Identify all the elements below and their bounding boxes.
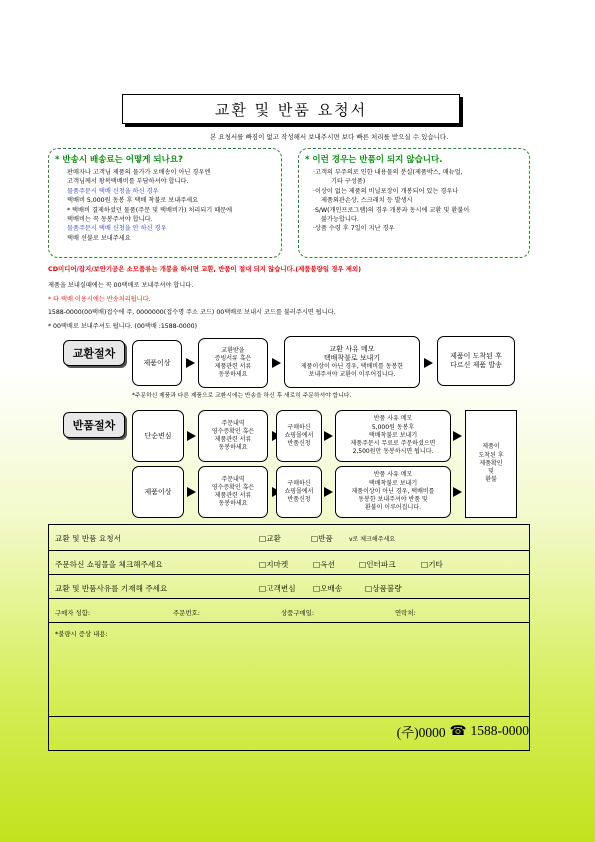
return-step-text: 영수증확인 혹은 xyxy=(211,483,255,491)
return-step-text: 제품확인 xyxy=(479,459,503,467)
return-step-text: 주문내역 xyxy=(221,419,245,427)
exchange-step-text: 증빙서류 혹은 xyxy=(214,354,252,362)
return-step-text: 제품이 xyxy=(482,443,500,451)
exchange-step-text: 다르신 제품 발송 xyxy=(450,361,502,369)
purchase-date-field[interactable]: 상품구매일: xyxy=(281,609,315,617)
return-step-text: 반품 사유 메모 xyxy=(373,471,413,479)
return-step-ship xyxy=(335,410,451,462)
return-step-text: 쇼핑몰에서 xyxy=(284,487,314,495)
subtitle: 본 요청서를 빠짐이 없고 작성해서 보내주시면 보다 빠른 처리를 받으실 수 있습니다. xyxy=(210,133,449,141)
return-step-defect xyxy=(132,466,184,518)
courier-note: 제품을 보내실때에는 꼭 00택배로 보내주셔야 합니다. xyxy=(48,282,194,289)
company-name: (주)0000 xyxy=(396,725,446,740)
arrow-right-icon xyxy=(324,431,333,441)
return-step-text: 제품이상 xyxy=(144,487,172,496)
return-step-text: 2,500원만 동봉하시면 됩니다. xyxy=(352,448,434,456)
request-form xyxy=(48,524,530,751)
exchange-step-text: 제품관련 서류 xyxy=(214,363,252,370)
shipping-fee-line: * 택배비 결제하셨던 물품(주문 및 택배비가) 처리되기 때문에 xyxy=(67,206,233,214)
return-step-text: 환불이 이루어집니다. xyxy=(365,504,421,512)
non-returnable-line: ·이상이 없는 제품의 비닐포장이 개봉되어 있는 경우나 xyxy=(313,187,459,195)
return-step-text: 구매하신 xyxy=(287,423,311,431)
page-title xyxy=(122,94,460,124)
checkbox-exchange[interactable]: □ 교환 xyxy=(259,533,281,544)
non-returnable-line: 불가능합니다. xyxy=(321,216,359,224)
form-row-symptom[interactable] xyxy=(49,623,529,717)
form-row-reason xyxy=(49,575,529,599)
return-step-text: 제품관련 서류 xyxy=(214,492,252,499)
shipping-fee-line: 물품주문시 택배 신청을 안 하신 경우 xyxy=(67,225,167,233)
shipping-fee-line: 판매자나 고객님 제품의 물가가 오배송이 아닌 경우엔 xyxy=(67,169,211,176)
return-step-request xyxy=(276,466,322,518)
form-row-type xyxy=(49,525,529,551)
symptom-label: *불량시 증상 내용: xyxy=(55,630,108,638)
arrow-right-icon xyxy=(324,487,333,497)
order-number-field[interactable]: 주문번호: xyxy=(173,609,200,617)
non-returnable-heading: * 이런 경우는 반품이 되지 않습니다. xyxy=(305,155,443,165)
exchange-step-ship xyxy=(284,336,420,388)
return-step-text: 구매하신 xyxy=(287,479,311,487)
form-row-buyer xyxy=(49,599,529,623)
return-step-text: 도착된 후 xyxy=(478,451,504,459)
return-step-text: 반품 사유 메모 xyxy=(373,415,413,423)
page-title-text: 교환 및 반품 요청서 xyxy=(214,100,368,119)
return-step-text: 동봉한 보내주셔야 반품 및 xyxy=(358,496,428,504)
form-row-label: 교환 및 반품 요청서 xyxy=(55,534,121,543)
exchange-note: *주문하신 제품과 다른 제품으로 교환시에는 반송을 하신 후 새로히 주문하셔야 합니다. xyxy=(132,393,352,399)
exchange-step-text: 제품이상이 아닌 경우, 택배비를 동봉한 xyxy=(300,362,404,370)
form-row-shop xyxy=(49,551,529,575)
return-step-refund xyxy=(465,410,517,518)
return-step-text: 쇼핑몰에서 xyxy=(284,431,314,439)
courier-note: * 타 택배 이용시에는 반송처리됩니다. xyxy=(48,296,151,303)
arrow-right-icon xyxy=(272,358,281,368)
contact-field[interactable]: 연락처: xyxy=(395,609,416,617)
non-returnable-line: ·상품 수령 후 7일이 지난 경우 xyxy=(313,225,395,233)
form-hint: v로 체크해주세요 xyxy=(349,536,396,543)
checkbox-interpark[interactable]: □ 인터파크 xyxy=(359,559,396,570)
arrow-right-icon xyxy=(453,431,462,441)
shipping-fee-line: 택배 선불로 보내주세요 xyxy=(67,234,131,242)
shipping-fee-line: 택배비 5,000원 동봉 후 택배 착불로 보내주세요 xyxy=(67,197,199,205)
exchange-step-text: 택배착불로 보내기 xyxy=(323,353,381,362)
exchange-step-dispatch xyxy=(437,336,515,386)
return-step-text: 단순변심 xyxy=(144,431,172,440)
return-step-text: 동봉하세요 xyxy=(218,444,248,452)
non-returnable-line: ·고객의 부주의로 인한 내용물의 분실(제품박스, 매뉴얼, xyxy=(313,169,463,176)
buyer-name-field[interactable]: 구매자 성함: xyxy=(55,609,91,617)
non-returnable-box xyxy=(298,148,530,258)
exchange-step-text: 제품이상 xyxy=(143,358,171,367)
form-row-label: 주문하신 쇼핑몰을 체크해주세요 xyxy=(55,560,163,569)
return-step-documents xyxy=(198,466,268,518)
return-step-text: 제품이상이 아닌 경우, 택배비를 xyxy=(351,487,435,495)
return-step-change-mind xyxy=(132,410,184,462)
checkbox-defect[interactable]: □ 상품불량 xyxy=(365,583,402,594)
exchange-step-text: 교환 사유 메모 xyxy=(329,344,375,353)
footer-contact xyxy=(397,721,529,741)
checkbox-other[interactable]: □ 기타 xyxy=(421,559,443,570)
return-step-text: 제품관련 서류 xyxy=(214,436,252,443)
non-returnable-line: 제품외관손상, 스크래치 등 발생시 xyxy=(321,197,413,205)
checkbox-gmarket[interactable]: □ 지마켓 xyxy=(259,559,288,570)
warning-notice: CD미디어/잡지/보안기공은 소모품류는 개봉을 하시면 교환, 반품이 절대 되지 않습니다.(제품불량일 경우 제외) xyxy=(48,265,362,273)
return-step-text: 제품주문시 무료로 주문하셨으면 xyxy=(350,440,436,448)
return-step-documents xyxy=(198,410,268,462)
shipping-fee-line: 물품주문시 택배 신청을 하신 경우 xyxy=(67,187,159,195)
shipping-fee-line: 택배비는 꼭 동봉주셔야 합니다. xyxy=(67,216,153,224)
checkbox-auction[interactable]: □ 옥션 xyxy=(313,559,335,570)
checkbox-return[interactable]: □ 반품 xyxy=(311,533,333,544)
checkbox-change-mind[interactable]: □ 고객변심 xyxy=(259,583,296,594)
courier-note: * 00택배로 보내주셔도 됩니다. (00택배 :1588-0000) xyxy=(48,323,197,330)
arrow-right-icon xyxy=(453,487,462,497)
non-returnable-line: ·S/W(개인프로그램)의 경우 개봉과 동시에 교환 및 환불이 xyxy=(313,206,470,214)
return-step-text: 및 xyxy=(488,468,494,476)
courier-note: 1588-0000(00택배)접수에 주, 0000000(접수명 주소 코드) 00택배로 보내시 코드를 불러주시면 됩니다. xyxy=(48,309,336,316)
shipping-fee-heading: * 반송시 배송료는 어떻게 되나요? xyxy=(55,155,183,165)
exchange-step-text: 보내주셔야 교환이 이루어집니다. xyxy=(308,371,396,378)
phone-number: 1588-0000 xyxy=(470,723,529,738)
exchange-step-defect xyxy=(132,340,182,386)
return-step-text: 5,000원 동봉후 xyxy=(371,423,415,431)
return-step-text: 택배착불로 보내기 xyxy=(368,431,418,439)
return-step-text: 동봉하세요 xyxy=(218,500,248,508)
return-step-text: 택배착불로 보내기 xyxy=(368,479,418,487)
shipping-fee-box xyxy=(48,148,282,258)
phone-icon: ☎ xyxy=(449,723,467,738)
exchange-procedure-label: 교환절차 xyxy=(63,340,125,366)
return-step-text: 반품신청 xyxy=(287,496,311,504)
exchange-step-text: 제품이 도착된 후 xyxy=(450,352,502,360)
checkbox-wrong-delivery[interactable]: □ 오배송 xyxy=(313,583,342,594)
return-step-ship xyxy=(335,466,451,518)
arrow-right-icon xyxy=(187,487,196,497)
arrow-right-icon xyxy=(186,358,195,368)
exchange-step-documents xyxy=(198,338,268,388)
return-step-text: 주문내역 xyxy=(221,475,245,483)
return-step-text: 환불 xyxy=(485,476,497,484)
return-step-request xyxy=(276,410,322,462)
exchange-step-text: 교환받을 xyxy=(221,346,245,354)
return-step-text: 영수증확인 혹은 xyxy=(211,427,255,435)
return-procedure-label: 반품절차 xyxy=(63,412,125,438)
arrow-right-icon xyxy=(187,431,196,441)
return-step-text: 반품신청 xyxy=(287,440,311,448)
shipping-fee-line: 고객님께서 왕복택배비를 부담하셔야 합니다. xyxy=(67,178,189,186)
non-returnable-line: 기타 구성품) xyxy=(331,178,366,186)
exchange-step-text: 동봉하세요 xyxy=(218,371,248,379)
arrow-right-icon xyxy=(424,358,433,368)
form-row-label: 교환 및 반품사유를 기재해 주세요 xyxy=(55,584,168,593)
